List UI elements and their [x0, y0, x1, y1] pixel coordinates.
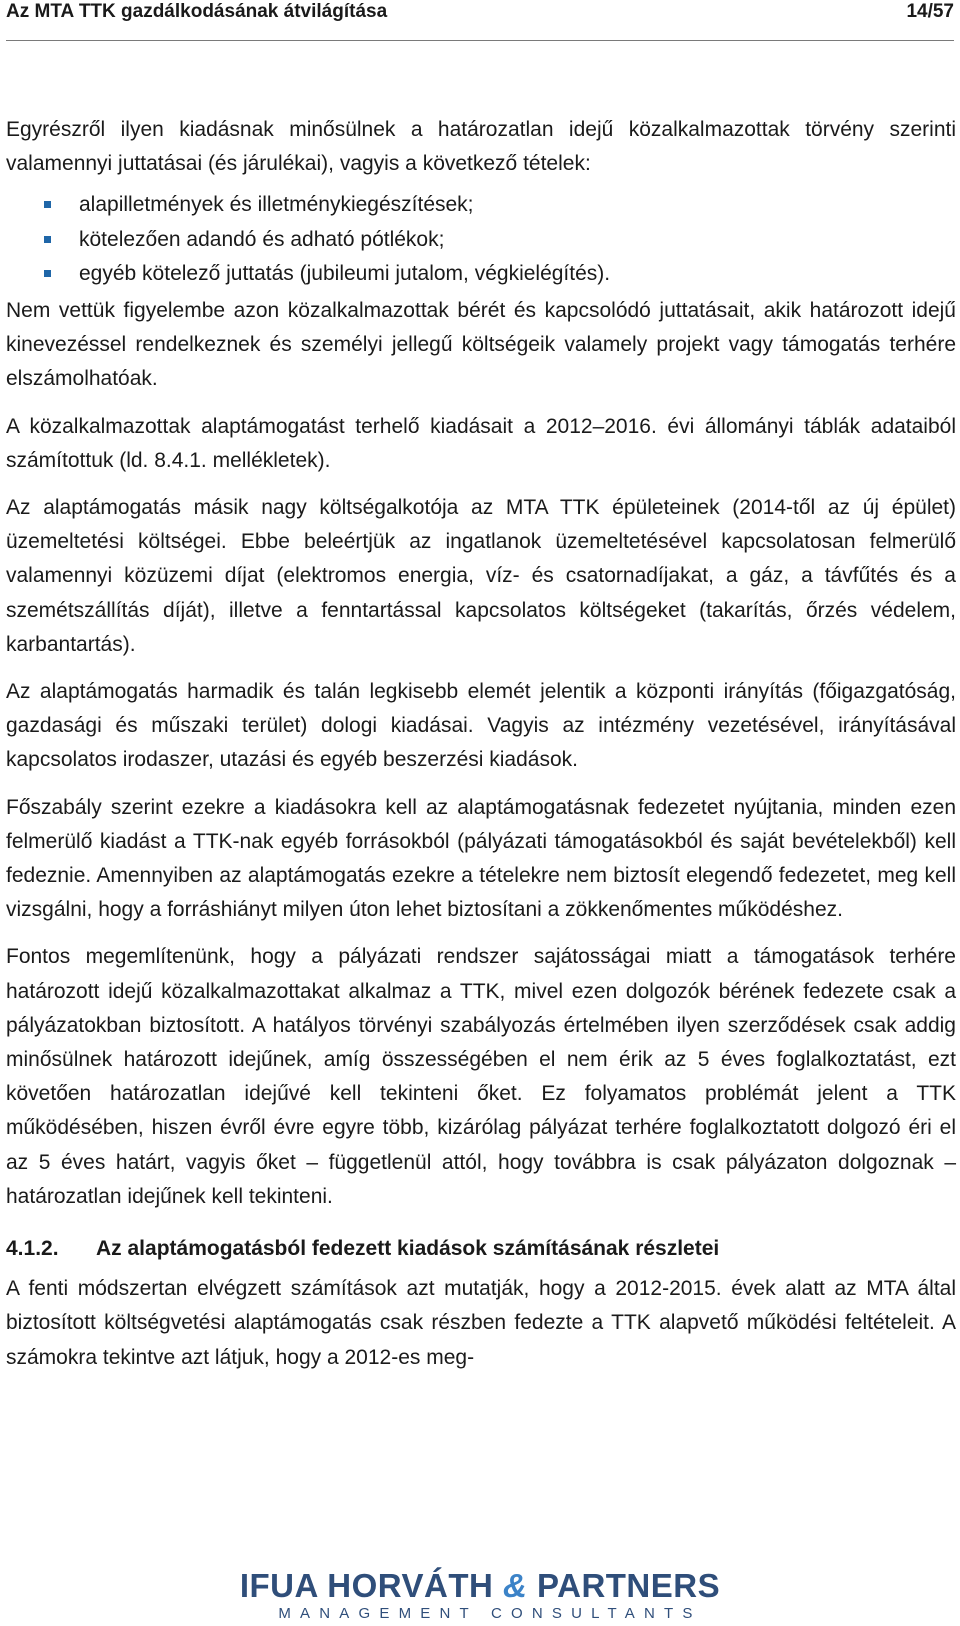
list-item [6, 223, 956, 257]
paragraph-intro: Egyrészről ilyen kiadásnak minősülnek a határozatlan idejű közalkalmazottak törvény szerinti valamennyi juttatásai (és járulékai), vagyis a következő tételek: [6, 118, 956, 176]
logo-ampersand: & [503, 1567, 528, 1604]
logo-tagline: MANAGEMENT CONSULTANTS [278, 1605, 702, 1622]
list-item-text: kötelezően adandó és adható pótlékok; [79, 227, 445, 251]
section-number: 4.1.2. [6, 1237, 59, 1261]
page-header [6, 0, 954, 41]
document-title: Az MTA TTK gazdálkodásának átvilágítása [6, 1, 388, 22]
logo-left-text: IFUA HORVÁTH [239, 1567, 494, 1604]
list-item [6, 188, 956, 222]
paragraph-2: A közalkalmazottak alaptámogatást terhelő kiadásait a 2012–2016. évi állományi táblák adataiból számítottuk (ld. 8.4.1. mellékletek). [6, 414, 956, 472]
list-item [6, 257, 956, 291]
paragraph-5: Főszabály szerint ezekre a kiadásokra kell az alaptámogatásnak fedezetet nyújtania, minden ezen felmerülő kiadást a TTK-nak egyéb forrásokból (pályázati támogatásokból és saját bevételekből) kell fedeznie. Amennyiben az alaptámogatás ezekre a tételekre nem biztosít elegendő fedezetet, meg kell vizsgálni, hogy a forráshiányt milyen úton lehet biztosítani a zökkenőmentes működéshez. [6, 795, 956, 922]
square-bullet-icon [44, 236, 51, 243]
list-item-text: egyéb kötelező juttatás (jubileumi jutalom, végkielégítés). [79, 261, 611, 285]
page-number: 14/57 [906, 1, 954, 22]
square-bullet-icon [44, 201, 51, 208]
list-item-text: alapilletmények és illetménykiegészítések; [79, 193, 474, 217]
bullet-list [6, 188, 956, 291]
logo-right-text: PARTNERS [537, 1567, 721, 1604]
paragraph-1: Nem vettük figyelembe azon közalkalmazottak bérét és kapcsolódó juttatásait, akik határozott idejű kinevezéssel rendelkeznek és személyi jellegű költségeik valamely projekt vagy támogatás terhére elszámolhatóak. [6, 299, 956, 391]
section-title: Az alaptámogatásból fedezett kiadások számításának részletei [96, 1237, 720, 1261]
paragraph-4: Az alaptámogatás harmadik és talán legkisebb elemét jelentik a központi irányítás (főigazgatóság, gazdasági és műszaki terület) dologi kiadásai. Vagyis az intézmény vezetésével, irányításával kapcsolatos irodaszer, utazási és egyéb beszerzési kiadások. [6, 680, 956, 772]
paragraph-6: Fontos megemlítenünk, hogy a pályázati rendszer sajátosságai miatt a támogatások terhére határozott idejű közalkalmazottakat alkalmaz a TTK, mivel ezen dolgozók bérének fedezete csak a pályázatokban biztosított. A hatályos törvényi szabályozás értelmében ilyen szerződések csak addig minősülnek határozott idejűnek, amíg összességében el nem érik az 5 éves foglalkoztatást, ezt követően határozatlan idejűvé kell tekinteni őket. Ez folyamatos problémát jelent a TTK működésében, hiszen évről évre egyre több, kizárólag pályázat terhére foglalkoztatott dolgozó éri el az 5 éves határt, vagyis őket – függetlenül attól, hogy továbbra is csak pályázaton dolgoznak – határozatlan idejűnek kell tekinteni. [6, 945, 956, 1208]
square-bullet-icon [44, 270, 51, 277]
paragraph-7: A fenti módszertan elvégzett számítások azt mutatják, hogy a 2012-2015. évek alatt az MTA által biztosított költségvetési alaptámogatás csak részben fedezte a TTK alapvető működési feltételeit. A számokra tekintve azt látjuk, hogy a 2012-es meg- [6, 1277, 956, 1369]
logo-wordmark [0, 1568, 960, 1604]
document-body [6, 113, 956, 1388]
company-logo [0, 1568, 960, 1624]
paragraph-3: Az alaptámogatás másik nagy költségalkotója az MTA TTK épületeinek (2014-től az új épület) üzemeltetési költségei. Ebbe beleértjük az ingatlanok üzemeltetésével kapcsolatosan felmerülő valamennyi közüzemi díjat (elektromos energia, víz- és csatornadíjakat, a gáz, a távfűtés és a szemétszállítás díját), illetve a fenntartással kapcsolatos költségeket (takarítás, őrzés védelem, karbantartás). [6, 496, 956, 656]
section-heading [6, 1232, 956, 1266]
